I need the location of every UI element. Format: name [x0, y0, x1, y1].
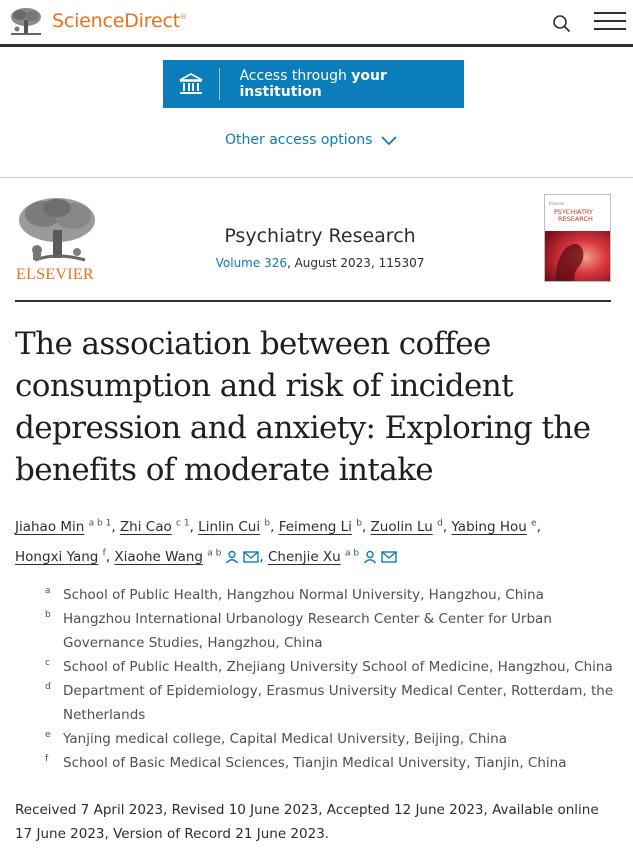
- author-item: [198, 519, 279, 535]
- access-button-label: [219, 68, 464, 100]
- author-separator: ,: [189, 518, 199, 535]
- journal-issue-info: [0, 256, 633, 270]
- author-link[interactable]: Hongxi Yang: [15, 549, 99, 565]
- other-access-label: Other access options: [225, 132, 373, 148]
- author-item: [451, 519, 541, 535]
- author-item: [15, 519, 120, 535]
- affiliation-label: a: [45, 586, 51, 596]
- search-button[interactable]: [551, 13, 573, 35]
- author-separator: ,: [105, 549, 115, 565]
- affiliation-text: Hangzhou International Urbanology Research Center & Center for Urban Governance Studies, Hangzhou, China: [63, 611, 552, 651]
- author-separator: ,: [442, 518, 452, 535]
- author-affil-sup: d: [437, 518, 443, 528]
- affiliation-item: [40, 679, 630, 727]
- journal-cover-image[interactable]: [544, 194, 611, 282]
- affiliation-list: [40, 583, 630, 775]
- journal-header-divider: [15, 300, 611, 302]
- affiliation-text: Department of Epidemiology, Erasmus University Medical Center, Rotterdam, the Netherlands: [63, 683, 614, 723]
- article-history: Received 7 April 2023, Revised 10 June 2023, Accepted 12 June 2023, Available online 17 June 2023, Version of Record 21 June 2023.: [15, 802, 599, 842]
- author-affil-sup: a b: [207, 548, 222, 559]
- author-separator: ,: [536, 518, 541, 535]
- affiliation-item: [40, 607, 630, 655]
- person-icon[interactable]: [363, 550, 377, 564]
- author-item: [114, 549, 268, 565]
- affiliation-label: c: [45, 658, 50, 668]
- email-icon[interactable]: [243, 551, 259, 563]
- author-separator: ,: [270, 518, 279, 535]
- author-item: [371, 519, 452, 535]
- author-link[interactable]: Zuolin Lu: [370, 518, 433, 535]
- affiliation-item: [40, 583, 630, 607]
- affiliation-label: e: [45, 730, 51, 740]
- header-divider: [0, 44, 633, 47]
- email-icon[interactable]: [381, 551, 397, 563]
- registered-mark: ®: [179, 13, 187, 21]
- affiliation-text: School of Public Health, Hangzhou Normal University, Hangzhou, China: [63, 587, 544, 603]
- author-item: [15, 549, 114, 565]
- author-separator: ,: [259, 549, 268, 565]
- chevron-down-icon: [380, 134, 398, 146]
- menu-bar: [594, 28, 626, 30]
- affiliation-label: f: [45, 754, 49, 764]
- cover-title-line1: PSYCHIATRY: [554, 208, 593, 216]
- cover-title-line2: RESEARCH: [558, 215, 593, 223]
- affiliation-text: School of Public Health, Zhejiang University School of Medicine, Hangzhou, China: [63, 659, 613, 675]
- author-affil-sup: b: [264, 518, 271, 528]
- menu-bar: [594, 20, 626, 22]
- brand-name[interactable]: [52, 10, 187, 32]
- top-bar: [0, 0, 633, 46]
- access-label-bold: your institution: [239, 68, 387, 100]
- affiliation-text: Yanjing medical college, Capital Medical University, Beijing, China: [63, 731, 508, 747]
- access-label-prefix: Access through: [239, 68, 352, 84]
- author-link[interactable]: Zhi Cao: [119, 518, 172, 535]
- journal-title[interactable]: Psychiatry Research: [224, 225, 416, 247]
- brand-text: ScienceDirect: [52, 10, 180, 32]
- author-affil-sup: c 1: [176, 518, 190, 528]
- author-link[interactable]: Jiahao Min: [15, 518, 85, 535]
- author-item: [279, 519, 371, 535]
- author-item: [120, 519, 198, 535]
- author-separator: ,: [111, 518, 120, 535]
- affiliation-text: School of Basic Medical Sciences, Tianjin Medical University, Tianjin, China: [63, 755, 567, 771]
- author-list: [15, 510, 625, 571]
- svg-text:Elsevier: Elsevier: [549, 201, 565, 206]
- volume-link[interactable]: Volume 326: [215, 256, 287, 270]
- elsevier-wordmark: ELSEVIER: [16, 266, 94, 283]
- author-link[interactable]: Linlin Cui: [198, 518, 261, 535]
- author-affil-sup: f: [102, 548, 106, 559]
- access-through-institution-button[interactable]: [163, 60, 464, 108]
- article-title: The association between coffee consumption and risk of incident depression and anxiety: Exploring the benefits of moderate intake: [15, 326, 591, 488]
- author-affil-sup: a b: [345, 548, 360, 559]
- affiliation-item: [40, 655, 630, 679]
- affiliation-item: [40, 727, 630, 751]
- affiliation-label: d: [45, 682, 51, 692]
- author-item: [268, 549, 397, 565]
- author-affil-sup: a b 1: [88, 518, 112, 528]
- search-icon: [551, 13, 573, 35]
- author-affil-sup: b: [356, 518, 362, 528]
- institution-icon: [163, 60, 219, 108]
- issue-details: , August 2023, 115307: [286, 256, 425, 270]
- author-affil-sup: e: [531, 518, 537, 528]
- author-link[interactable]: Feimeng Li: [278, 518, 352, 535]
- author-link[interactable]: Yabing Hou: [451, 518, 527, 535]
- menu-bar: [594, 12, 626, 14]
- elsevier-tree-logo-icon[interactable]: [8, 6, 44, 38]
- hamburger-menu-icon[interactable]: [594, 12, 628, 34]
- person-icon[interactable]: [225, 550, 239, 564]
- author-link[interactable]: Chenjie Xu: [267, 549, 341, 565]
- other-access-options-link[interactable]: [225, 132, 398, 148]
- cover-art: [545, 195, 611, 282]
- author-separator: ,: [361, 518, 371, 535]
- section-divider: [0, 177, 633, 178]
- author-link[interactable]: Xiaohe Wang: [114, 549, 203, 565]
- affiliation-label: b: [45, 610, 51, 620]
- affiliation-item: [40, 751, 630, 775]
